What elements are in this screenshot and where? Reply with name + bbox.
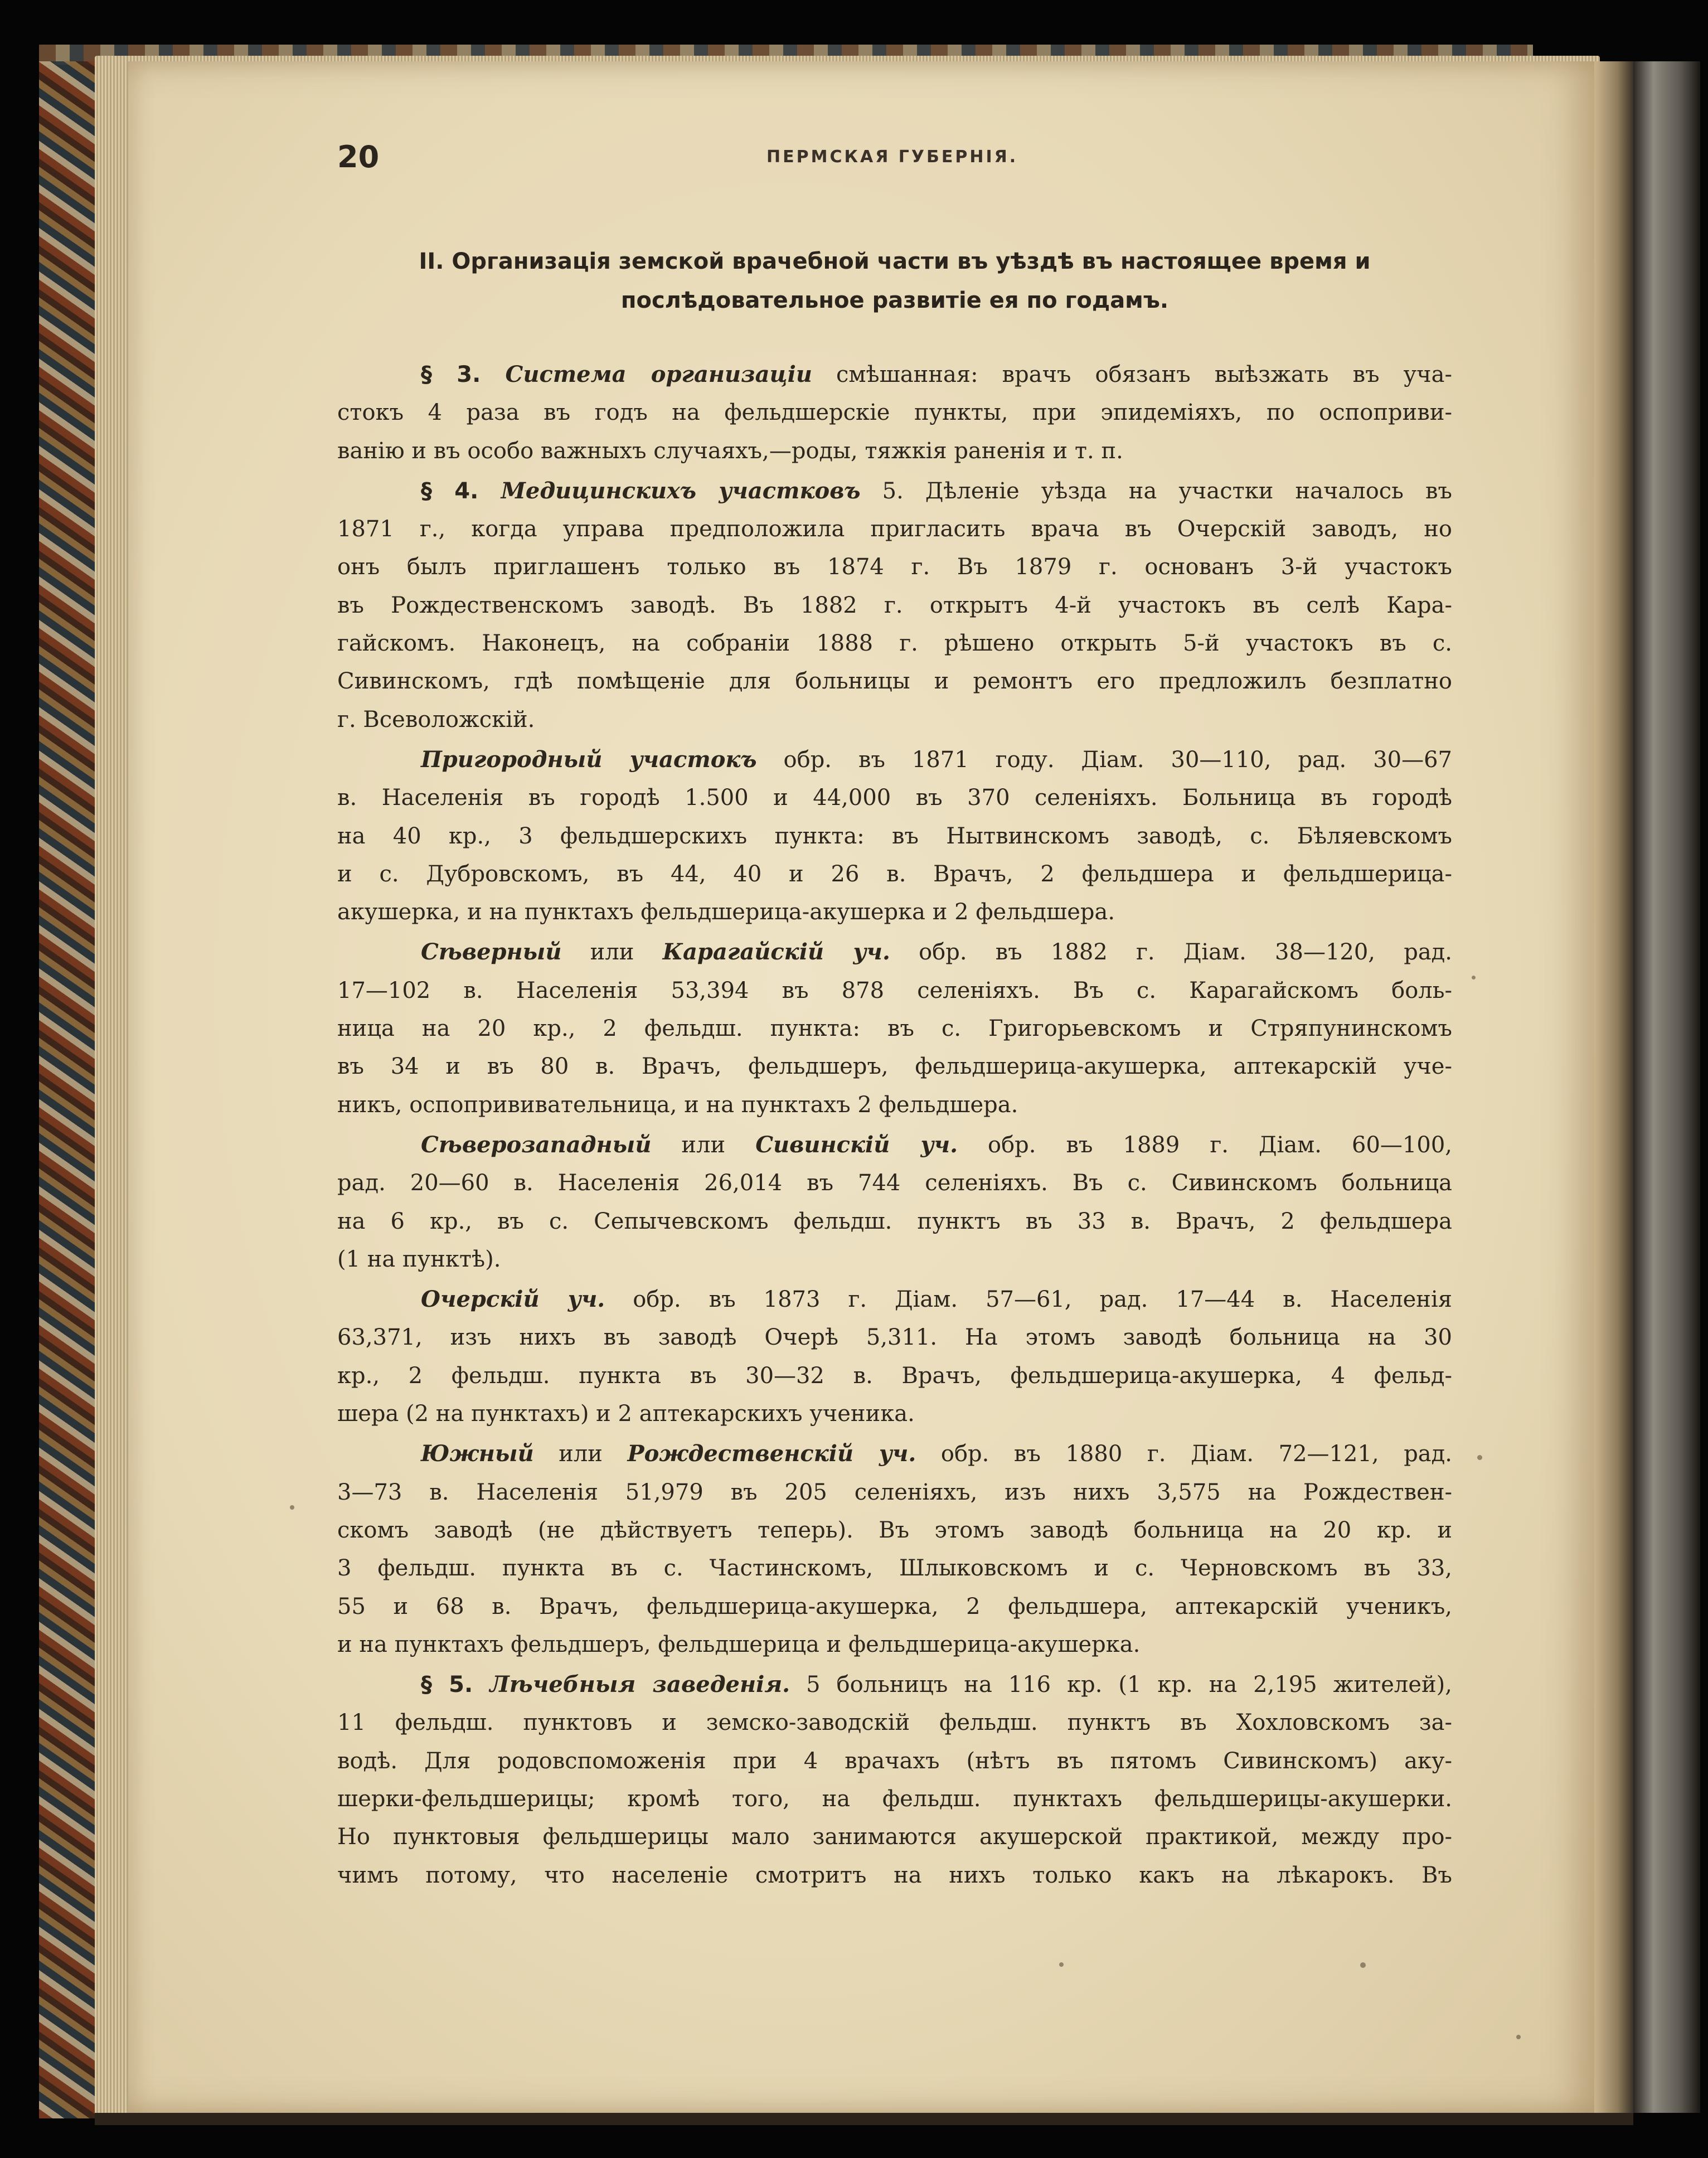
text-line — [337, 1626, 1452, 1664]
paragraph — [337, 1435, 1452, 1664]
text-line — [337, 472, 1452, 510]
text-run: чимъ потому, что населеніе смотритъ на нихъ только какъ на лѣкарокъ. Въ — [337, 1862, 1452, 1888]
text-line — [337, 1666, 1452, 1704]
text-run: никъ, оспопрививательница, и на пунктахъ 2 фельдшера. — [337, 1092, 1018, 1118]
text-run: обр. въ 1882 г. Діам. 38—120, рад. — [890, 939, 1452, 966]
text-line — [337, 1780, 1452, 1818]
paper-speck — [1516, 2035, 1521, 2039]
section-title — [337, 242, 1452, 320]
text-line — [337, 394, 1452, 431]
text-line — [337, 432, 1452, 470]
text-line — [337, 972, 1452, 1010]
text-line — [337, 1010, 1452, 1048]
text-run: 11 фельдш. пунктовъ и земско-заводскій фельдш. пунктъ въ Хохловскомъ за- — [337, 1710, 1452, 1736]
text-line — [337, 1126, 1452, 1164]
text-run: смѣшанная: врачъ обязанъ выѣзжать въ уча- — [812, 362, 1452, 387]
paper-speck — [290, 1505, 294, 1510]
text-run: Сивинскомъ, гдѣ помѣщеніе для больницы и ремонтъ его предложилъ безплатно — [337, 668, 1452, 695]
text-run: въ 34 и въ 80 в. Врачъ, фельдшеръ, фельдшерица-акушерка, аптекарскій уче- — [337, 1054, 1452, 1080]
text-run: 5. Дѣленіе уѣзда на участки началось въ — [860, 478, 1452, 504]
marbled-cover-edge-left — [39, 61, 100, 2118]
italic-heading: Южный — [421, 1441, 534, 1467]
body-text — [337, 356, 1452, 1894]
text-run: или — [561, 939, 663, 966]
text-run: 3 фельдш. пункта въ с. Частинскомъ, Шлыковскомъ и с. Черновскомъ въ 33, — [337, 1555, 1452, 1582]
text-run: скомъ заводѣ (не дѣйствуетъ теперь). Въ этомъ заводѣ больница на 20 кр. и — [337, 1517, 1452, 1543]
text-line — [337, 701, 1452, 739]
text-run: водѣ. Для родовспоможенія при 4 врачахъ (нѣтъ въ пятомъ Сивинскомъ) аку- — [337, 1748, 1452, 1774]
text-line — [337, 1818, 1452, 1856]
text-run: ванію и въ особо важныхъ случаяхъ,—роды, тяжкія раненія и т. п. — [337, 438, 1123, 464]
section-title-line: II. Организація земской врачебной части въ уѣздѣ въ настоящее время и — [419, 249, 1371, 274]
text-line — [337, 586, 1452, 624]
text-line — [337, 893, 1452, 931]
paragraph — [337, 356, 1452, 470]
page-content — [337, 139, 1452, 1897]
text-line — [337, 510, 1452, 548]
section-marker: § 4. — [421, 478, 501, 504]
paragraph — [337, 933, 1452, 1123]
text-line — [337, 855, 1452, 893]
page-number: 20 — [337, 139, 380, 174]
text-run: и с. Дубровскомъ, въ 44, 40 и 26 в. Врачъ, 2 фельдшера и фельдшерица- — [337, 861, 1452, 887]
text-run: шерки-фельдшерицы; кромѣ того, на фельдш. пунктахъ фельдшерицы-акушерки. — [337, 1786, 1452, 1812]
text-line — [337, 1395, 1452, 1433]
paper-speck — [1059, 1962, 1064, 1967]
italic-heading: Медицинскихъ участковъ — [501, 477, 861, 504]
italic-heading: Сѣверозападный — [421, 1131, 652, 1158]
text-line — [337, 1240, 1452, 1278]
text-line — [337, 1856, 1452, 1894]
text-line — [337, 1281, 1452, 1318]
text-run: рад. 20—60 в. Населенія 26,014 въ 744 селеніяхъ. Въ с. Сивинскомъ больница — [337, 1170, 1452, 1196]
text-run: обр. въ 1871 году. Діам. 30—110, рад. 30—67 — [756, 746, 1452, 773]
paper-speck — [1477, 1455, 1482, 1460]
text-run: 17—102 в. Населенія 53,394 въ 878 селеніяхъ. Въ с. Карагайскомъ боль- — [337, 977, 1452, 1003]
text-run: 3—73 в. Населенія 51,979 въ 205 селеніяхъ, изъ нихъ 3,575 на Рождествен- — [337, 1479, 1452, 1505]
paragraph — [337, 741, 1452, 931]
italic-heading: Сѣверный — [421, 939, 562, 966]
text-run: или — [651, 1132, 756, 1158]
text-run: (1 на пунктѣ). — [337, 1246, 501, 1272]
text-line — [337, 1164, 1452, 1202]
running-head — [337, 139, 1452, 184]
paragraph — [337, 1666, 1452, 1894]
text-run: гайскомъ. Наконецъ, на собраніи 1888 г. рѣшено открыть 5-й участокъ въ с. — [337, 631, 1452, 657]
italic-heading: Система организаціи — [505, 361, 812, 387]
italic-heading: Пригородный участокъ — [421, 746, 757, 773]
text-run: на 6 кр., въ с. Сепычевскомъ фельдш. пунктъ въ 33 в. Врачъ, 2 фельдшера — [337, 1208, 1452, 1234]
italic-heading: Карагайскій уч. — [662, 939, 890, 966]
text-run: стокъ 4 раза въ годъ на фельдшерскіе пункты, при эпидеміяхъ, по оспоприви- — [337, 400, 1452, 426]
section-marker: § 5. — [421, 1672, 490, 1698]
text-line — [337, 817, 1452, 855]
text-line — [337, 624, 1452, 662]
text-run: обр. въ 1880 г. Діам. 72—121, рад. — [916, 1441, 1452, 1467]
text-line — [337, 1742, 1452, 1780]
text-run: г. Всеволожскій. — [337, 706, 535, 733]
text-line — [337, 1435, 1452, 1473]
text-line — [337, 548, 1452, 586]
text-run: Но пунктовыя фельдшерицы мало занимаются акушерской практикой, между про- — [337, 1824, 1452, 1850]
text-line — [337, 1588, 1452, 1626]
book-spine-right — [1633, 61, 1700, 2113]
text-line — [337, 1086, 1452, 1124]
text-line — [337, 1202, 1452, 1240]
text-run: ница на 20 кр., 2 фельдш. пункта: въ с. Григорьевскомъ и Стряпунинскомъ — [337, 1016, 1452, 1042]
italic-heading: Сивинскій уч. — [755, 1131, 958, 1158]
text-line — [337, 1318, 1452, 1356]
book-gutter — [1594, 61, 1633, 2113]
text-line — [337, 741, 1452, 779]
running-head-title: ПЕРМСКАЯ ГУБЕРНІЯ. — [766, 147, 1018, 167]
paper-speck — [1360, 1962, 1366, 1968]
text-line — [337, 1357, 1452, 1395]
section-marker: § 3. — [421, 362, 506, 387]
text-run: онъ былъ приглашенъ только въ 1874 г. Въ 1879 г. основанъ 3-й участокъ — [337, 554, 1452, 580]
italic-heading: Лѣчебныя заведенія. — [489, 1671, 790, 1698]
text-run: или — [533, 1441, 628, 1467]
text-run: 1871 г., когда управа предположила пригласить врача въ Очерскій заводъ, но — [337, 516, 1452, 542]
paper-speck — [1472, 976, 1476, 979]
book-bottom-edge — [95, 2113, 1633, 2125]
section-title-line: послѣдовательное развитіе ея по годамъ. — [620, 288, 1169, 313]
paragraph — [337, 472, 1452, 739]
text-line — [337, 1048, 1452, 1085]
text-line — [337, 1473, 1452, 1511]
text-line — [337, 933, 1452, 971]
text-line — [337, 1704, 1452, 1742]
text-run: кр., 2 фельдш. пункта въ 30—32 в. Врачъ, фельдшерица-акушерка, 4 фельд- — [337, 1362, 1452, 1389]
italic-heading: Очерскій уч. — [421, 1286, 605, 1313]
paragraph — [337, 1126, 1452, 1278]
text-run: обр. въ 1873 г. Діам. 57—61, рад. 17—44 в. Населенія — [605, 1287, 1452, 1313]
text-run: 55 и 68 в. Врачъ, фельдшерица-акушерка, 2 фельдшера, аптекарскій ученикъ, — [337, 1593, 1452, 1619]
paragraph — [337, 1281, 1452, 1433]
text-line — [337, 1549, 1452, 1587]
text-run: обр. въ 1889 г. Діам. 60—100, — [958, 1132, 1452, 1158]
text-run: въ Рождественскомъ заводѣ. Въ 1882 г. открытъ 4-й участокъ въ селѣ Кара- — [337, 592, 1452, 618]
text-run: 5 больницъ на 116 кр. (1 кр. на 2,195 жителей), — [790, 1672, 1452, 1698]
text-run: в. Населенія въ городѣ 1.500 и 44,000 въ 370 селеніяхъ. Больница въ городѣ — [337, 785, 1452, 811]
text-run: шера (2 на пунктахъ) и 2 аптекарскихъ ученика. — [337, 1401, 915, 1427]
text-run: на 40 кр., 3 фельдшерскихъ пункта: въ Нытвинскомъ заводѣ, с. Бѣляевскомъ — [337, 823, 1452, 849]
italic-heading: Рождественскій уч. — [627, 1441, 916, 1467]
text-line — [337, 356, 1452, 394]
text-line — [337, 662, 1452, 700]
text-line — [337, 779, 1452, 817]
text-run: и на пунктахъ фельдшеръ, фельдшерица и фельдшерица-акушерка. — [337, 1631, 1141, 1657]
text-run: акушерка, и на пунктахъ фельдшерица-акушерка и 2 фельдшера. — [337, 899, 1115, 925]
text-run: 63,371, изъ нихъ въ заводѣ Очерѣ 5,311. На этомъ заводѣ больница на 30 — [337, 1325, 1452, 1351]
text-line — [337, 1511, 1452, 1549]
